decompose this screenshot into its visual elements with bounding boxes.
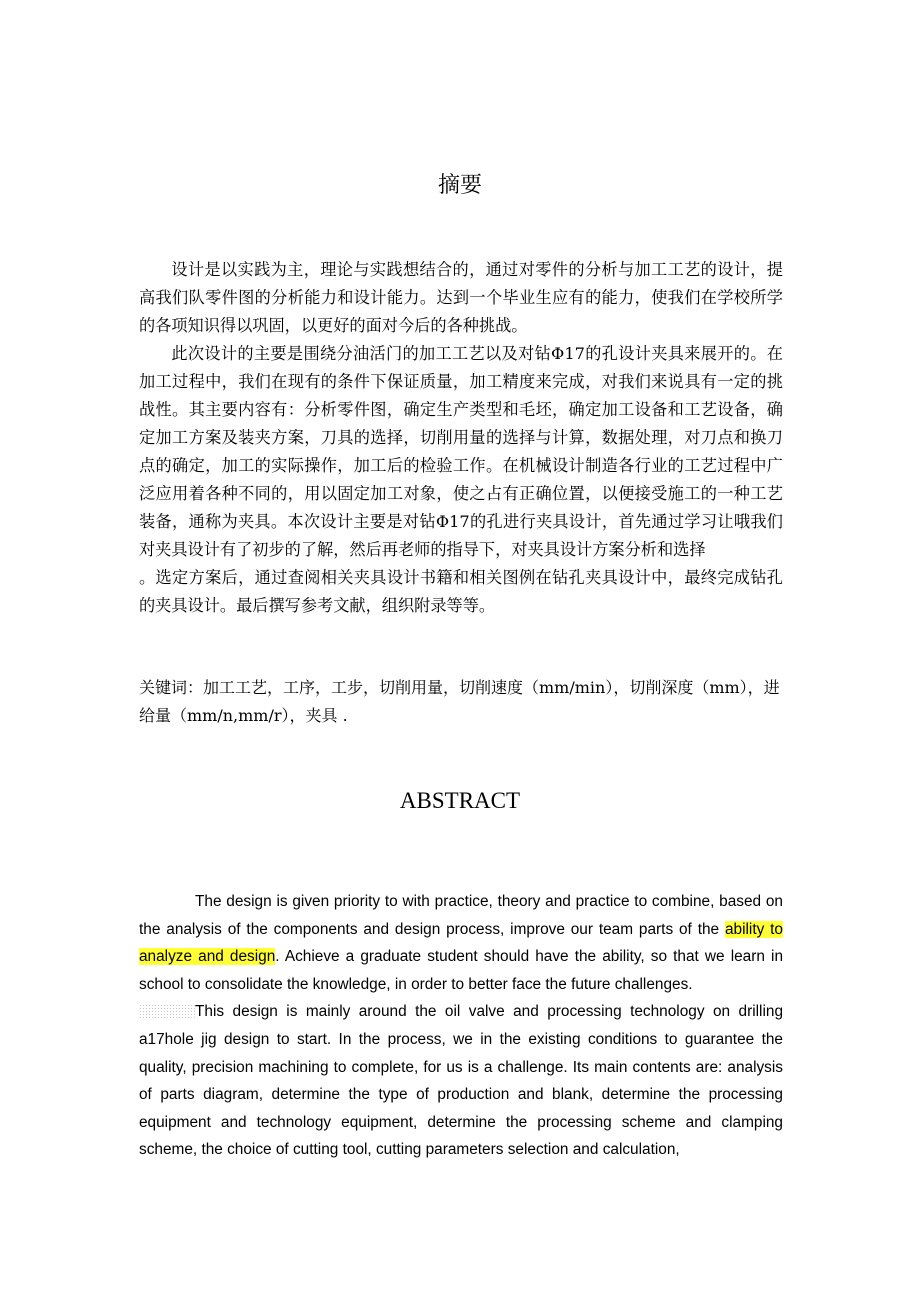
chinese-abstract-title: 摘要 [437, 173, 482, 198]
english-abstract-body [139, 888, 783, 1164]
chinese-abstract-body [139, 256, 783, 620]
english-paragraph-2 [139, 998, 783, 1164]
english-paragraph-1-text-start: The design is given priority to with practice, theory and practice to combine, based on the analysis of the components and design process, improve our team parts of the [139, 893, 783, 938]
chinese-paragraph-2: 此次设计的主要是围绕分油活门的加工工艺以及对钻Φ17的孔设计夹具来展开的。在加工过程中，我们在现有的条件下保证质量，加工精度来完成，对我们来说具有一定的挑战性。其主要内容有：分析零件图，确定生产类型和毛坯，确定加工设备和工艺设备，确定加工方案及装夹方案，刀具的选择，切削用量的选择与计算，数据处理，对刀点和换刀点的确定，加工的实际操作，加工后的检验工作。在机械设计制造各行业的工艺过程中广泛应用着各种不同的，用以固定加工对象，使之占有正确位置，以便接受施工的一种工艺装备，通称为夹具。本次设计主要是对钻Φ17的孔进行夹具设计，首先通过学习让哦我们对夹具设计有了初步的了解，然后再老师的指导下，对夹具设计方案分析和选择 [139, 344, 783, 559]
english-abstract-title: ABSTRACT [399, 788, 521, 813]
english-paragraph-1-text-end: . Achieve a graduate student should have the ability, so that we learn in school to consolidate the knowledge, in order to better face the future challenges. [139, 948, 783, 993]
chinese-paragraph-1: 设计是以实践为主，理论与实践想结合的，通过对零件的分析与加工工艺的设计，提高我们队零件图的分析能力和设计能力。达到一个毕业生应有的能力，使我们在学校所学的各项知识得以巩固，以更好的面对今后的各种挑战。 [139, 260, 783, 335]
chinese-keywords: 关键词：加工工艺，工序，工步，切削用量，切削速度（mm/min），切削深度（mm），进给量（mm/n,mm/r），夹具 . [139, 678, 780, 725]
highlighted-text: ability to analyze and design [139, 920, 783, 966]
english-paragraph-2-text: This design is mainly around the oil valve and processing technology on drilling a17hole jig design to start. In the process, we in the existing conditions to guarantee the quality, precision machining to complete, for us is a challenge. Its main contents are: analysis of parts diagram, determine the type of production and blank, determine the processing equipment and technology equipment, determine the processing scheme and clamping scheme, the choice of cutting tool, cutting parameters selection and calculation, [139, 1003, 783, 1159]
english-paragraph-1 [139, 888, 783, 998]
chinese-paragraph-3: 。选定方案后，通过查阅相关夹具设计书籍和相关图例在钻孔夹具设计中，最终完成钻孔的夹具设计。最后撰写参考文献，组织附录等等。 [139, 568, 783, 615]
